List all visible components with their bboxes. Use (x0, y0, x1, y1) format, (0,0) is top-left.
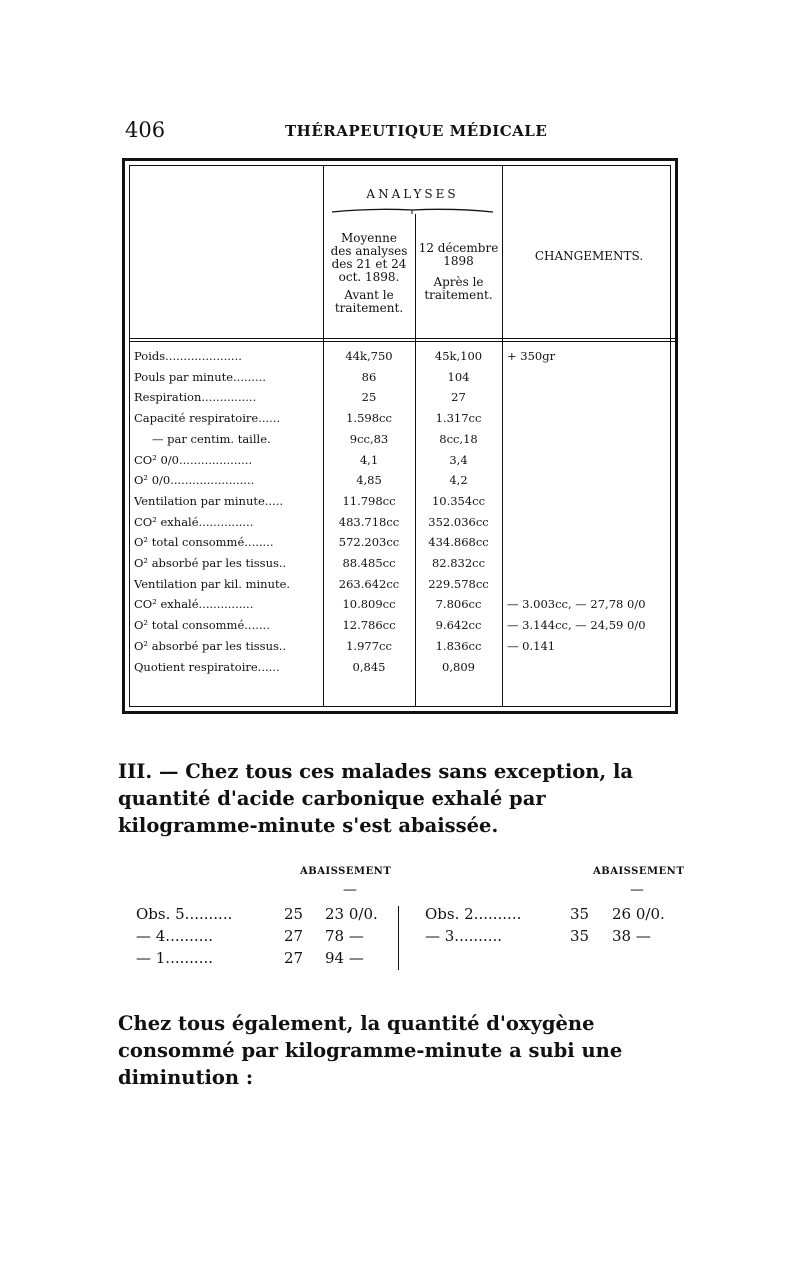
row-label: O² total consommé....... (134, 618, 270, 633)
table-inner-frame (129, 165, 671, 707)
col1h-line: Avant le (344, 288, 394, 302)
row-value-after: 0,809 (442, 659, 475, 674)
group-header: ANALYSES (366, 187, 459, 201)
row-value-after: 1.836cc (435, 638, 482, 653)
obs-label: Obs. 2.......... (425, 905, 522, 923)
row-label: Respiration............... (134, 390, 257, 405)
row-value-after: 8cc,18 (439, 431, 478, 446)
row-change: — 3.144cc, — 24,59 0/0 (507, 618, 646, 633)
row-value-after: 7.806cc (435, 597, 482, 612)
rule-header (130, 338, 676, 339)
obs-value: 35 (570, 905, 590, 923)
row-value-before: 88.485cc (342, 556, 396, 570)
col2h-line: traitement. (424, 288, 493, 302)
running-head (125, 118, 680, 142)
row-value-after: 104 (447, 369, 470, 384)
row-label: Quotient respiratoire...... (134, 659, 280, 674)
obs-percent: 26 0/0. (612, 905, 665, 923)
row-label: O² 0/0....................... (134, 473, 255, 488)
row-label: CO² 0/0.................... (134, 452, 253, 467)
rule-col3 (502, 166, 503, 706)
row-value-after: 229.578cc (428, 576, 489, 591)
obs-value: 27 (284, 927, 304, 945)
col1h-line: des 21 et 24 (331, 257, 407, 271)
row-label: O² total consommé........ (134, 535, 274, 550)
row-label: Ventilation par kil. minute. (134, 576, 291, 591)
row-label: O² absorbé par les tissus.. (134, 638, 287, 653)
col2-header (415, 242, 502, 302)
row-value-before: 11.798cc (342, 493, 396, 508)
row-label: Capacité respiratoire...... (134, 411, 281, 426)
row-value-after: 3,4 (449, 452, 468, 467)
col2h-line: 1898 (443, 254, 474, 268)
abaissement-heading-left: ABAISSEMENT (300, 866, 392, 877)
obs-percent: 23 0/0. (325, 905, 378, 923)
abaissement-divider (398, 906, 399, 970)
obs-percent: 94 — (325, 949, 364, 967)
row-value-before: 1.977cc (346, 638, 392, 653)
obs-label: Obs. 5.......... (136, 905, 233, 923)
col1h-line: Moyenne (341, 231, 397, 245)
row-label: — par centim. taille. (152, 431, 271, 446)
obs-percent: 38 — (612, 927, 651, 945)
obs-value: 25 (284, 905, 304, 923)
abaissement-heading-right: ABAISSEMENT (593, 866, 685, 877)
row-value-after: 434.868cc (428, 535, 489, 550)
row-value-after: 352.036cc (428, 514, 489, 529)
row-value-before: 12.786cc (342, 618, 396, 633)
row-value-after: 45k,100 (434, 349, 483, 363)
row-value-after: 82.832cc (431, 556, 486, 570)
obs-label: — 4.......... (136, 927, 213, 945)
row-value-after: 9.642cc (435, 618, 482, 633)
col3-header: CHANGEMENTS. (534, 249, 644, 263)
abaissement-dash-left: — (343, 882, 357, 898)
row-change: + 350gr (507, 349, 556, 363)
row-label: CO² exhalé............... (134, 597, 254, 612)
analysis-table (122, 158, 678, 714)
row-value-before: 4,85 (356, 473, 382, 488)
col1h-line: traitement. (334, 301, 404, 315)
row-value-before: 10.809cc (342, 597, 396, 612)
obs-value: 35 (570, 927, 590, 945)
running-title: THÉRAPEUTIQUE MÉDICALE (285, 122, 548, 140)
row-value-before: 0,845 (352, 659, 386, 674)
row-value-before: 4,1 (359, 452, 379, 467)
col1h-line: des analyses (330, 244, 408, 258)
row-value-after: 1.317cc (435, 411, 482, 426)
row-value-after: 10.354cc (431, 493, 486, 508)
row-value-before: 44k,750 (345, 349, 393, 363)
row-label: Ventilation par minute..... (134, 493, 284, 508)
col2h-line: Après le (433, 275, 484, 289)
row-value-before: 1.598cc (346, 411, 392, 426)
paragraph-final: Chez tous également, la quantité d'oxygène consommé par kilogramme-minute a subi une diminution : (118, 1012, 623, 1089)
row-value-after: 27 (451, 390, 466, 405)
row-value-before: 9cc,83 (349, 431, 389, 446)
obs-label: — 3.......... (425, 927, 502, 945)
paragraph-iii: III. — Chez tous ces malades sans exception, la quantité d'acide carbonique exhalé par kilogramme-minute s'est abaissée. (118, 760, 634, 837)
row-label: O² absorbé par les tissus.. (134, 556, 287, 570)
row-label: CO² exhalé............... (134, 514, 254, 529)
row-value-after: 4,2 (449, 473, 468, 488)
row-value-before: 572.203cc (338, 535, 400, 550)
group-brace (330, 206, 495, 216)
row-change: — 0.141 (507, 638, 556, 653)
col2h-line: 12 décembre (418, 241, 499, 255)
row-label: Pouls par minute......... (134, 369, 266, 384)
rule-header-double (130, 341, 676, 342)
row-value-before: 483.718cc (338, 514, 400, 529)
col1-header (323, 232, 415, 315)
row-value-before: 86 (361, 369, 377, 384)
obs-value: 27 (284, 949, 304, 967)
page-number: 406 (125, 118, 166, 142)
row-value-before: 25 (361, 390, 377, 405)
abaissement-dash-right: — (630, 882, 644, 898)
obs-percent: 78 — (325, 927, 364, 945)
row-value-before: 263.642cc (338, 576, 400, 591)
obs-label: — 1.......... (136, 949, 213, 967)
row-label: Poids..................... (134, 349, 242, 363)
col1h-line: oct. 1898. (338, 270, 400, 284)
row-change: — 3.003cc, — 27,78 0/0 (507, 597, 646, 612)
